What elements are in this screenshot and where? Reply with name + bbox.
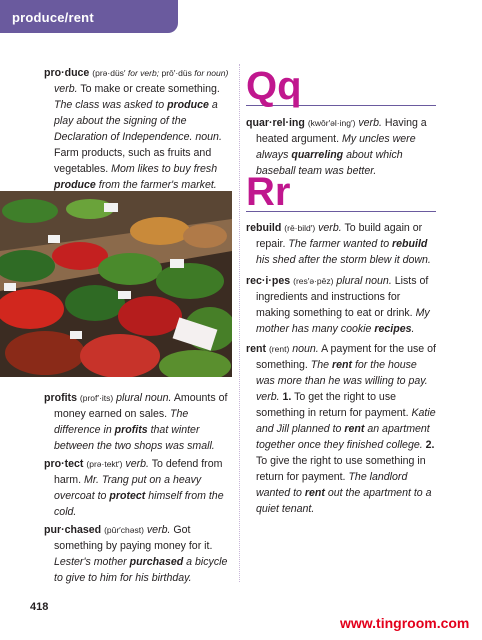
definition: To get the right to use something in return for payment. xyxy=(256,391,409,419)
definition: A payment for the use of something. xyxy=(256,343,436,371)
definition: To make or create something. xyxy=(80,83,220,95)
definition: Farm products, such as fruits and vegetables. xyxy=(54,147,212,175)
headword: rent xyxy=(246,343,267,355)
pronunciation: (rent) xyxy=(268,344,290,354)
part-of-speech: plural noun. xyxy=(116,392,172,404)
entry-recipes xyxy=(246,273,436,337)
entry-rebuild xyxy=(246,220,436,268)
example-sentence: My mother has many cookie recipes. xyxy=(256,307,430,335)
entry-purchased xyxy=(44,522,232,586)
example-sentence: Mr. Trang put on a heavy overcoat to protect himself from the cold. xyxy=(54,474,224,518)
definition: Got something by paying money for it. xyxy=(54,524,213,552)
example-sentence: The farmer wanted to rebuild his shed after the storm blew it down. xyxy=(256,238,431,266)
letter-heading-text: Qq xyxy=(246,64,302,108)
sense-number: 2. xyxy=(425,439,435,451)
part-of-speech: verb. xyxy=(54,83,78,95)
part-of-speech: verb. xyxy=(256,391,280,403)
headword: rebuild xyxy=(246,222,282,234)
letter-heading-text: Rr xyxy=(246,170,291,214)
entry-protect xyxy=(44,456,232,520)
part-of-speech: noun. xyxy=(292,343,319,355)
part-of-speech: noun. xyxy=(195,131,222,143)
pronunciation: (rē·bild′) xyxy=(284,223,316,233)
definition: Lists of ingredients and instructions for making something to eat or drink. xyxy=(256,275,429,319)
headword: profits xyxy=(44,392,77,404)
example-sentence: The difference in profits that winter between the two shops was small. xyxy=(54,408,215,452)
example-sentence: Mom likes to buy fresh produce from the farmer's market. xyxy=(54,163,218,191)
definition: Amounts of money earned on sales. xyxy=(54,392,228,420)
pronunciation: (res′ə·pēz) xyxy=(293,276,334,286)
letter-heading-q xyxy=(246,66,436,106)
pronunciation: (prof′·its) xyxy=(79,393,114,403)
part-of-speech: verb. xyxy=(146,524,171,536)
sense-number: 1. xyxy=(282,391,292,403)
entry-produce xyxy=(44,65,232,193)
page-header-tab xyxy=(0,0,178,33)
example-sentence: Lester's mother purchased a bicycle to give to him for his birthday. xyxy=(54,556,228,584)
entry-rent xyxy=(246,341,436,517)
headword: pro·duce xyxy=(44,67,90,79)
headword: quar·rel·ing xyxy=(246,117,305,129)
example-sentence: The class was asked to produce a play about the signing of the Declaration of Independence. xyxy=(54,99,218,143)
pronunciation: (kwôr′əl·ing′) xyxy=(307,118,356,128)
vegetable-market-image xyxy=(0,191,232,377)
page-number: 418 xyxy=(30,601,49,613)
pronunciation: (prə·tekt′) xyxy=(86,459,123,469)
part-of-speech: verb. xyxy=(125,458,149,470)
definition: Having a heated argument. xyxy=(256,117,427,145)
watermark-url[interactable]: www.tingroom.com xyxy=(340,615,470,631)
headword: rec·i·pes xyxy=(246,275,291,287)
part-of-speech: verb. xyxy=(358,117,382,129)
pronunciation: (prə·düs′ for verb; prō′·düs for noun) xyxy=(92,68,229,78)
entry-profits xyxy=(44,390,232,454)
example-sentence: Katie and Jill planned to rent an apartment together once they finished college. xyxy=(256,407,436,451)
definition: To defend from harm. xyxy=(54,458,223,486)
pronunciation: (pûr′chəst) xyxy=(104,525,144,535)
definition: To give the right to use something in return for payment. xyxy=(256,455,426,483)
produce-stand-photo xyxy=(0,191,232,377)
definition: To build again or repair. xyxy=(256,222,423,250)
headword: pro·tect xyxy=(44,458,84,470)
part-of-speech: verb. xyxy=(318,222,342,234)
example-sentence: The rent for the house was more than he was willing to pay. xyxy=(256,359,428,387)
example-sentence: My uncles were always quarreling about which baseball team was better. xyxy=(256,133,416,177)
headword: pur·chased xyxy=(44,524,102,536)
example-sentence: The landlord wanted to rent out the apartment to a quiet tenant. xyxy=(256,471,432,515)
letter-heading-r xyxy=(246,172,436,212)
column-divider xyxy=(239,64,240,582)
page-header-title: produce/rent xyxy=(12,10,94,25)
part-of-speech: plural noun. xyxy=(336,275,392,287)
